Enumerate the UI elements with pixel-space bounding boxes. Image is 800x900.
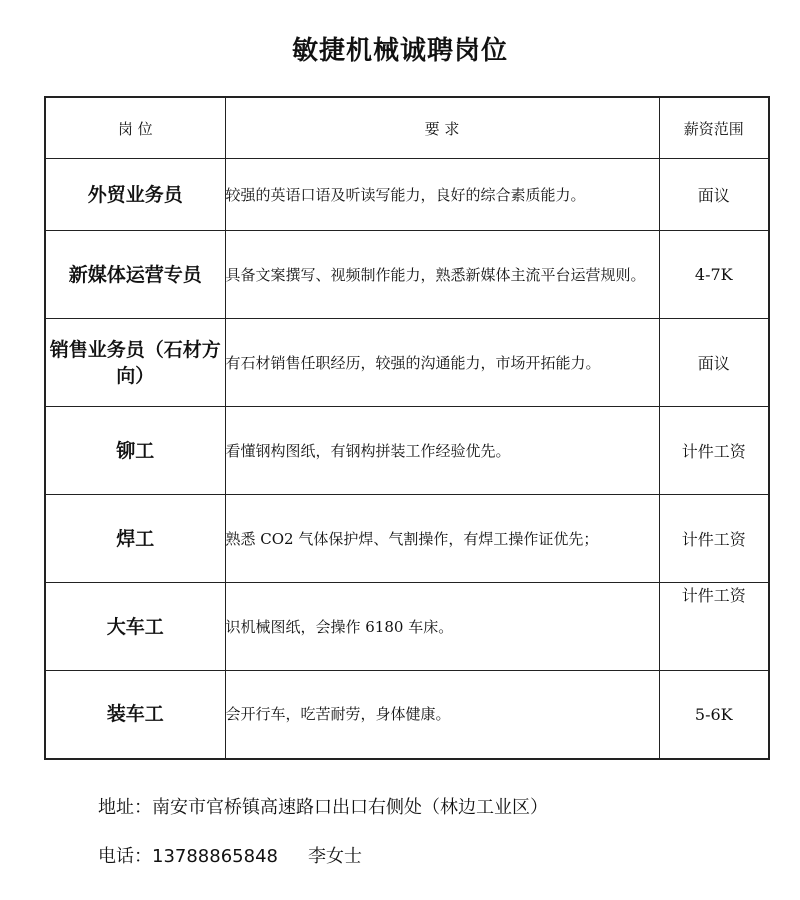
- table-row: [45, 407, 769, 495]
- address-line: [98, 793, 548, 819]
- requirement-cell: 熟悉 CO2 气体保护焊、气割操作，有焊工操作证优先；: [225, 495, 659, 583]
- position-cell: 大车工: [45, 583, 225, 671]
- table-row: [45, 671, 769, 759]
- position-cell: 焊工: [45, 495, 225, 583]
- salary-cell: 计件工资: [659, 407, 769, 495]
- table-row: [45, 495, 769, 583]
- salary-cell: 计件工资: [659, 495, 769, 583]
- position-cell: 销售业务员（石材方向）: [45, 319, 225, 407]
- salary-cell: 5-6K: [659, 671, 769, 759]
- table-row: [45, 583, 769, 671]
- salary-cell: 面议: [659, 159, 769, 231]
- salary-cell: 面议: [659, 319, 769, 407]
- requirement-cell: 识机械图纸，会操作 6180 车床。: [225, 583, 659, 671]
- address-text: 南安市官桥镇高速路口出口右侧处（林边工业区）: [152, 797, 548, 818]
- table-row: [45, 159, 769, 231]
- jobs-table: [44, 96, 770, 760]
- salary-cell: 计件工资: [659, 583, 769, 671]
- contact-name: 李女士: [307, 846, 362, 867]
- position-cell: 装车工: [45, 671, 225, 759]
- position-cell: 外贸业务员: [45, 159, 225, 231]
- table-header-row: [45, 97, 769, 159]
- phone-label: 电话：: [98, 846, 152, 867]
- address-label: 地址：: [98, 797, 152, 818]
- header-position: 岗 位: [45, 97, 225, 159]
- requirement-cell: 看懂钢构图纸，有钢构拼装工作经验优先。: [225, 407, 659, 495]
- header-requirement: 要 求: [225, 97, 659, 159]
- requirement-cell: 具备文案撰写、视频制作能力，熟悉新媒体主流平台运营规则。: [225, 231, 659, 319]
- salary-cell: 4-7K: [659, 231, 769, 319]
- phone-line: [98, 842, 362, 868]
- phone-number: 13788865848: [152, 846, 278, 867]
- table-row: [45, 231, 769, 319]
- page-title: 敏捷机械诚聘岗位: [291, 36, 508, 66]
- position-cell: 铆工: [45, 407, 225, 495]
- header-salary: 薪资范围: [659, 97, 769, 159]
- requirement-cell: 会开行车，吃苦耐劳，身体健康。: [225, 671, 659, 759]
- requirement-cell: 有石材销售任职经历，较强的沟通能力，市场开拓能力。: [225, 319, 659, 407]
- position-cell: 新媒体运营专员: [45, 231, 225, 319]
- requirement-cell: 较强的英语口语及听读写能力，良好的综合素质能力。: [225, 159, 659, 231]
- table-row: [45, 319, 769, 407]
